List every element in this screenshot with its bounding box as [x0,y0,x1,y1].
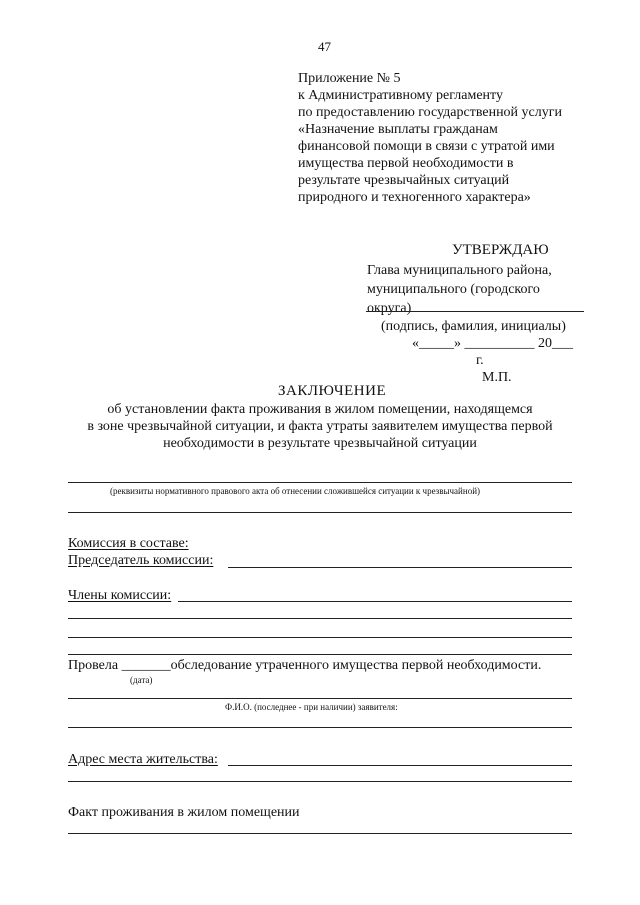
members-line-4 [68,654,572,655]
subtitle-line: необходимости в результате чрезвычайной ситуации [163,436,477,451]
appendix-line: к Административному регламенту [298,88,503,103]
inspection-conducted-label: Провела [68,658,119,673]
appendix-line: природного и техногенного характера» [298,190,531,205]
appendix-line: Приложение № 5 [298,71,401,86]
approval-position-line: Глава муниципального района, [367,263,552,278]
signature-caption: (подпись, фамилия, инициалы) [381,319,566,334]
appendix-line: «Назначение выплаты гражданам [298,122,498,137]
applicant-caption: Ф.И.О. (последнее - при наличии) заявителя: [225,702,398,712]
chairman-line [228,567,572,568]
appendix-line: финансовой помощи в связи с утратой ими [298,139,555,154]
inspection-date-blank: _______ [121,658,171,673]
address-line-2 [68,781,572,782]
document-title: ЗАКЛЮЧЕНИЕ [278,383,387,399]
page-number: 47 [318,39,331,54]
approval-title: УТВЕРЖДАЮ [452,242,549,258]
address-label: Адрес места жительства: [68,752,218,767]
residence-line [68,833,572,834]
members-line-2 [68,618,572,619]
stamp-placeholder: М.П. [482,370,512,385]
appendix-line: имущества первой необходимости в [298,156,514,171]
members-line-3 [68,637,572,638]
inspection-sentence [68,657,541,674]
commission-members-label: Члены комиссии: [68,588,172,603]
inspection-date-caption: (дата) [130,675,153,685]
requisites-caption: (реквизиты нормативного правового акта об отнесении сложившейся ситуации к чрезвычайной) [110,486,481,496]
subtitle-line: об установлении факта проживания в жилом помещении, находящемся [107,402,533,417]
approval-year-suffix: г. [476,353,484,368]
subtitle-line: в зоне чрезвычайной ситуации, и факта утраты заявителем имущества первой [87,419,553,434]
approval-position [367,261,552,318]
document-subtitle [60,401,580,452]
approval-position-line: муниципального (городского [367,282,540,297]
commission-chairman-label: Председатель комиссии: [68,553,214,568]
applicant-line [68,698,572,699]
appendix-line: по предоставлению государственной услуги [298,105,562,120]
approval-position-line: округа) [367,301,412,316]
inspection-text: обследование утраченного имущества первой необходимости. [170,658,542,673]
appendix-block [298,70,562,206]
address-line [228,765,572,766]
members-line [178,601,572,602]
requisites-line-2 [68,512,572,513]
appendix-line: результате чрезвычайных ситуаций [298,173,510,188]
applicant-line-2 [68,727,572,728]
residence-fact-label: Факт проживания в жилом помещении [68,805,300,820]
requisites-line [68,482,572,483]
approval-date-line: «_____» __________ 20___ [412,336,573,351]
commission-composition-label: Комиссия в составе: [68,536,189,551]
signature-line [366,311,584,312]
